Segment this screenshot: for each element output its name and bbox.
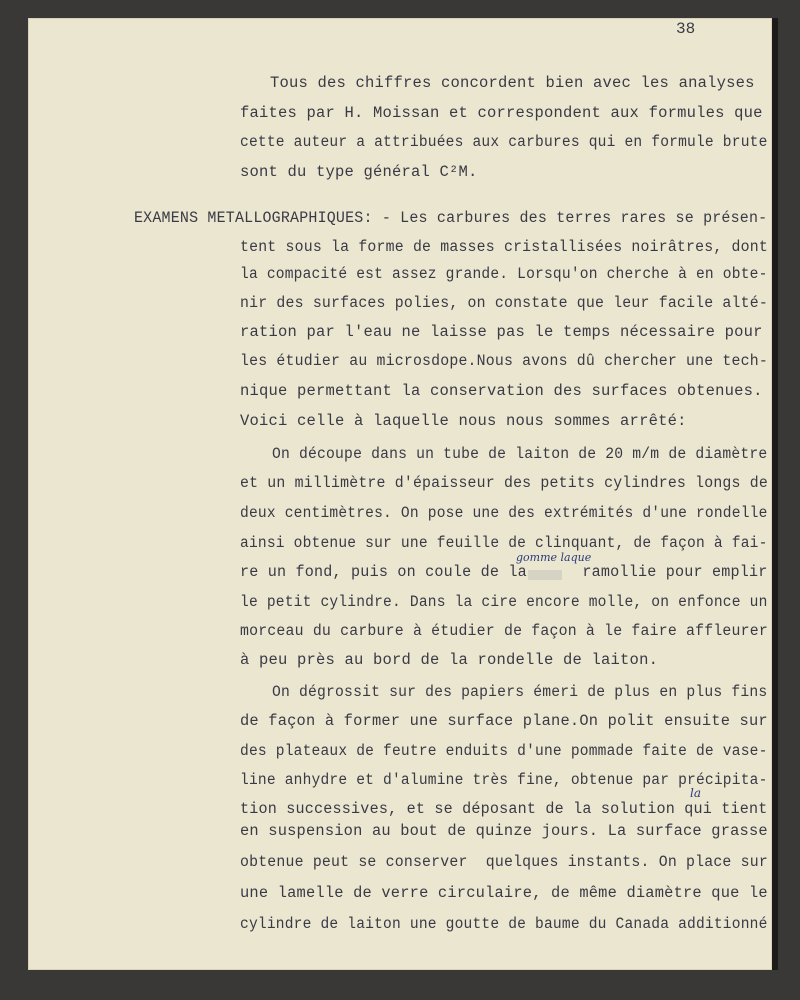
text-line: ainsi obtenue sur une feuille de clinquant, de façon à fai- — [240, 534, 768, 552]
text-line: cylindre de laiton une goutte de baume du Canada additionné — [240, 915, 768, 933]
handwritten-insert: la — [690, 786, 701, 800]
text-line: et un millimètre d'épaisseur des petits cylindres longs de — [240, 474, 768, 492]
text-line: On découpe dans un tube de laiton de 20 m/m de diamètre — [272, 445, 768, 463]
text-line: re un fond, puis on coule de la ramollie pour emplir — [240, 563, 768, 581]
text-line: sont du type général C²M. — [240, 163, 478, 181]
text-line: tion successives, et se déposant de la solution qui tient — [240, 800, 768, 818]
text-line: la compacité est assez grande. Lorsqu'on cherche à en obte- — [240, 265, 768, 283]
text-line: en suspension au bout de quinze jours. La surface grasse — [240, 822, 768, 840]
text-line: une lamelle de verre circulaire, de même diamètre que le — [240, 884, 768, 902]
page-edge — [772, 18, 778, 970]
text-line: On dégrossit sur des papiers émeri de plus en plus fins — [272, 683, 768, 701]
text-line: line anhydre et d'alumine très fine, obtenue par précipita- — [240, 771, 768, 789]
text-line: deux centimètres. On pose une des extrémités d'une rondelle — [240, 504, 768, 522]
handwritten-annotation: gomme laque — [516, 551, 592, 564]
text-line: les étudier au microsdope.Nous avons dû chercher une tech- — [240, 352, 768, 370]
text-line: des plateaux de feutre enduits d'une pommade faite de vase- — [240, 742, 768, 760]
text-line: nique permettant la conservation des surfaces obtenues. — [240, 382, 763, 400]
text-line: obtenue peut se conserver quelques instants. On place sur — [240, 853, 768, 871]
text-line: cette auteur a attribuées aux carbures qui en formule brute — [240, 133, 768, 151]
page-number: 38 — [676, 20, 696, 38]
text-line: à peu près au bord de la rondelle de laiton. — [240, 651, 659, 669]
text-line: nir des surfaces polies, on constate que leur facile alté- — [240, 294, 768, 312]
text-line: ration par l'eau ne laisse pas le temps nécessaire pour — [240, 323, 763, 341]
text-line: le petit cylindre. Dans la cire encore molle, on enfonce un — [240, 593, 768, 611]
text-line: faites par H. Moissan et correspondent aux formules que — [240, 104, 763, 122]
text-line: de façon à former une surface plane.On polit ensuite sur — [240, 712, 768, 730]
text-line: tent sous la forme de masses cristallisées noirâtres, dont — [240, 238, 768, 256]
text-line: Tous des chiffres concordent bien avec les analyses — [270, 74, 755, 92]
section-heading-line: EXAMENS METALLOGRAPHIQUES: - Les carbures des terres rares se présen- — [134, 209, 768, 227]
text-line: Voici celle à laquelle nous nous sommes arrêté: — [240, 412, 687, 430]
text-line: morceau du carbure à étudier de façon à le faire affleurer — [240, 622, 768, 640]
